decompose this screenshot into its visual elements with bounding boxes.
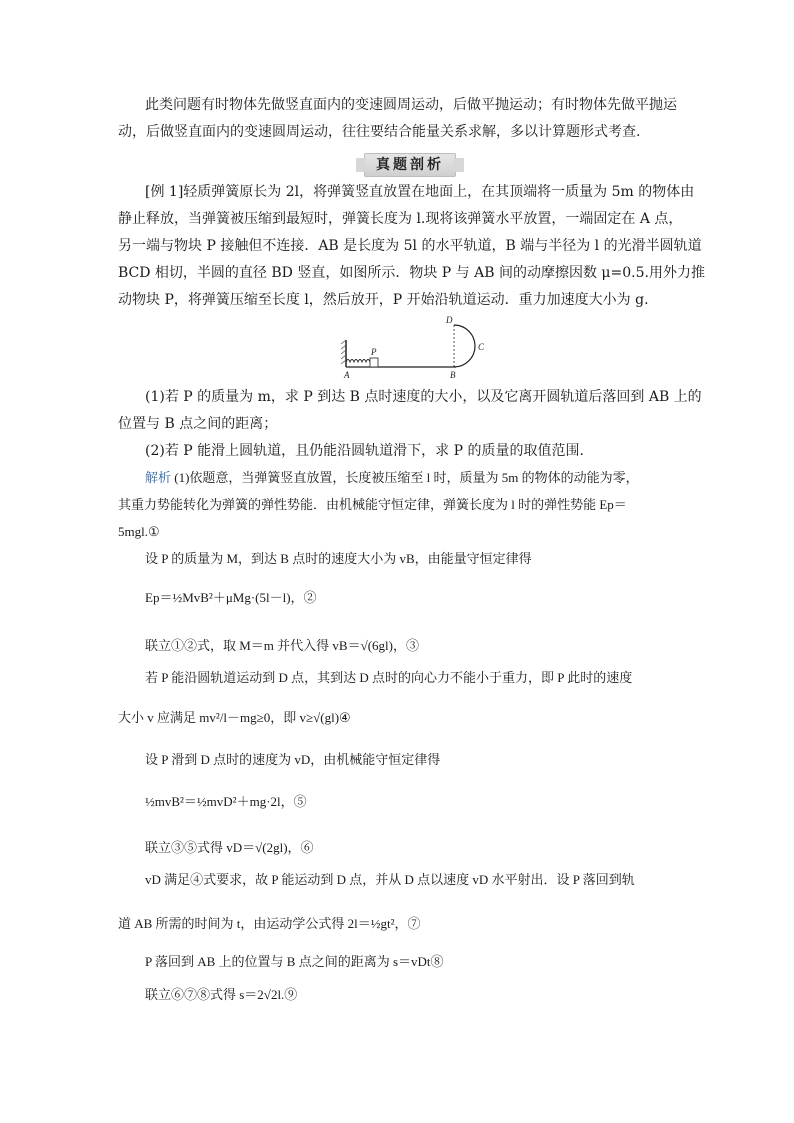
problem-line-4: BCD 相切，半圆的直径 BD 竖直，如图所示．物块 P 与 AB 间的动摩擦因数 μ=0.5.用外力推 [118, 265, 705, 281]
equation-4: 大小 v 应满足 mv²/l－mg≥0，即 v≥√(gl)④ [118, 710, 351, 725]
solution-line-7: vD 满足④式要求，故 P 能运动到 D 点，并从 D 点以速度 vD 水平射出．设 P 落回到轨 [145, 872, 635, 887]
question-2: (2)若 P 能滑上圆轨道，且仍能沿圆轨道滑下，求 P 的质量的取值范围. [145, 443, 584, 459]
equation-9: 联立⑥⑦⑧式得 s＝2√2l.⑨ [145, 987, 298, 1002]
equation-8: P 落回到 AB 上的位置与 B 点之间的距离为 s＝vDt⑧ [145, 954, 444, 969]
spring-icon [346, 360, 370, 363]
problem-line-5: 动物块 P，将弹簧压缩至长度 l，然后放开，P 开始沿轨道运动．重力加速度大小为 g. [118, 292, 649, 308]
solution-line-6: 设 P 滑到 D 点时的速度为 vD，由机械能守恒定律得 [145, 752, 441, 767]
equation-3: 联立①②式，取 M＝m 并代入得 vB＝√(6gl)，③ [145, 638, 419, 653]
problem-line-2: 静止释放，当弹簧被压缩到最短时，弹簧长度为 l.现将该弹簧水平放置，一端固定在 A 点， [118, 211, 683, 227]
equation-5: ½mvB²＝½mvD²＋mg·2l，⑤ [145, 794, 307, 809]
track-diagram [338, 312, 498, 382]
label-p: P [371, 347, 377, 357]
solution-line-5: 若 P 能沿圆轨道运动到 D 点，其到达 D 点时的向心力不能小于重力，即 P 此时的速度 [145, 670, 633, 685]
solution-line-3: 5mgl.① [118, 524, 160, 539]
problem-line-1: [例 1]轻质弹簧原长为 2l，将弹簧竖直放置在地面上，在其顶端将一质量为 5m 的物体由 [145, 184, 695, 200]
intro-line-2: 动，后做竖直面内的变速圆周运动，往往要结合能量关系求解，多以计算题形式考查. [118, 124, 641, 140]
equation-6: 联立③⑤式得 vD＝√(2gl)，⑥ [145, 840, 314, 855]
label-b: B [450, 370, 456, 380]
section-banner: 真题剖析 [364, 153, 456, 177]
solution-label: 解析 [145, 470, 172, 485]
semicircle-track [454, 325, 475, 367]
equation-2: Ep＝½MvB²＋μMg·(5l－l)，② [145, 590, 317, 605]
solution-line-4: 设 P 的质量为 M，到达 B 点时的速度大小为 vB，由能量守恒定律得 [145, 551, 532, 566]
intro-line-1: 此类问题有时物体先做竖直面内的变速圆周运动，后做平抛运动；有时物体先做平抛运 [145, 97, 677, 113]
label-d: D [446, 315, 453, 325]
label-c: C [478, 342, 485, 352]
solution-line-1: 解析 (1)依题意，当弹簧竖直放置，长度被压缩至 l 时，质量为 5m 的物体的动能为零， [145, 470, 639, 485]
question-1a: (1)若 P 的质量为 m，求 P 到达 B 点时速度的大小，以及它离开圆轨道后落回到 AB 上的 [145, 389, 702, 405]
problem-line-3: 另一端与物块 P 接触但不连接．AB 是长度为 5l 的水平轨道，B 端与半径为 l 的光滑半圆轨道 [118, 238, 702, 254]
solution-line-2: 其重力势能转化为弹簧的弹性势能．由机械能守恒定律，弹簧长度为 l 时的弹性势能 Ep＝ [118, 497, 627, 512]
equation-7: 道 AB 所需的时间为 t，由运动学公式得 2l＝½gt²，⑦ [118, 916, 421, 931]
block-p [370, 358, 378, 367]
question-1b: 位置与 B 点之间的距离； [118, 416, 278, 432]
label-a: A [344, 370, 350, 380]
